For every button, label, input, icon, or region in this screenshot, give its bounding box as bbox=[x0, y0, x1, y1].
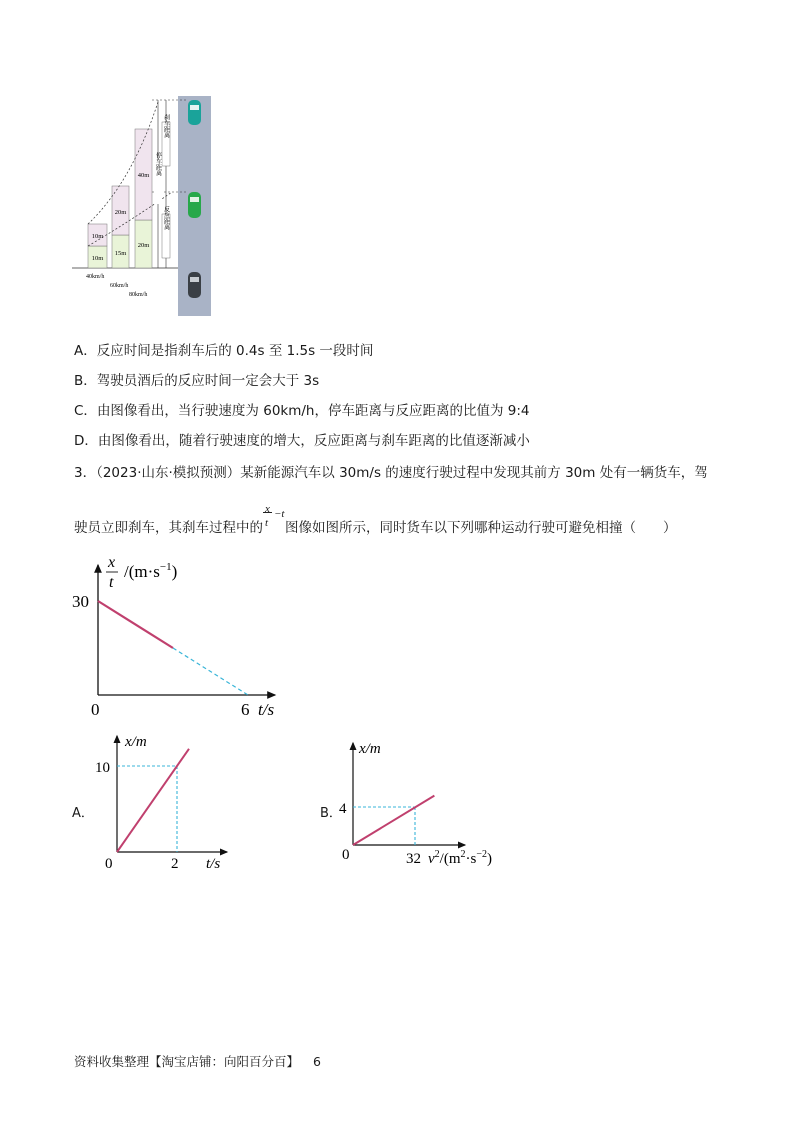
question-3-line1 bbox=[74, 464, 708, 482]
data-line bbox=[353, 796, 434, 845]
y-axis-label: x/m bbox=[359, 741, 381, 757]
option-text: 由图像看出，当行驶速度为 60km/h，停车距离与反应距离的比值为 9:4 bbox=[96, 403, 530, 419]
x-tick-2: 2 bbox=[171, 856, 179, 872]
stopping-distance-figure bbox=[72, 92, 217, 317]
car-middle-icon bbox=[188, 192, 201, 218]
x-over-t-fraction: x t −t bbox=[265, 503, 285, 529]
question-text: 图像如图所示，同时货车以下列哪种运动行驶可避免相撞（ ） bbox=[285, 520, 677, 536]
y-axis-label: x/m bbox=[125, 734, 147, 750]
bar-80-braking-label: 40m bbox=[137, 172, 150, 179]
option-letter: A． bbox=[74, 343, 97, 359]
option-a-q2 bbox=[74, 342, 373, 360]
y-tick-10: 10 bbox=[95, 760, 110, 776]
option-a-xt-chart bbox=[95, 728, 235, 873]
reaction-distance-label: 反应距离 bbox=[162, 206, 170, 230]
page-number: 6 bbox=[313, 1054, 321, 1069]
question-3-line2 bbox=[74, 503, 677, 537]
car-top-icon bbox=[188, 100, 201, 125]
origin-label: 0 bbox=[105, 856, 113, 872]
bar-80-reaction-label: 20m bbox=[137, 242, 150, 249]
option-a-label: A． bbox=[72, 806, 94, 821]
option-b-xv2-chart bbox=[333, 735, 533, 875]
y-tick-4: 4 bbox=[339, 801, 347, 817]
option-letter: D． bbox=[74, 433, 98, 449]
y-label-denominator: t bbox=[109, 574, 114, 591]
option-b-q2 bbox=[74, 372, 319, 390]
car-bottom-icon bbox=[188, 272, 201, 298]
x-axis-label: t/s bbox=[206, 856, 221, 872]
solid-line-segment bbox=[98, 601, 173, 648]
dashed-line-segment bbox=[173, 648, 248, 695]
x-tick-6: 6 bbox=[241, 700, 250, 719]
option-text: 反应时间是指刹车后的 0.4s 至 1.5s 一段时间 bbox=[96, 343, 374, 359]
footer-text: 资料收集整理【淘宝店铺：向阳百分百】 bbox=[74, 1054, 300, 1069]
y-tick-30: 30 bbox=[72, 592, 89, 611]
question-source: （2023·山东·模拟预测） bbox=[96, 465, 241, 481]
x-tick-32: 32 bbox=[406, 851, 421, 867]
stopping-distance-label: 停车距离 bbox=[154, 152, 162, 176]
option-d-q2 bbox=[74, 432, 530, 450]
xt-t-chart bbox=[60, 545, 290, 725]
option-text: 由图像看出，随着行驶速度的增大，反应距离与刹车距离的比值逐渐减小 bbox=[97, 433, 530, 449]
option-text: 驾驶员酒后的反应时间一定会大于 3s bbox=[96, 373, 320, 389]
data-line bbox=[117, 749, 189, 852]
origin-label: 0 bbox=[342, 847, 350, 863]
option-letter: C． bbox=[74, 403, 97, 419]
speed-40-label: 40km/h bbox=[86, 274, 105, 280]
speed-60-label: 60km/h bbox=[110, 283, 129, 289]
bar-40-reaction-label: 10m bbox=[91, 255, 104, 262]
speed-80-label: 80km/h bbox=[129, 292, 148, 298]
question-text: 某新能源汽车以 30m/s 的速度行驶过程中发现其前方 30m 处有一辆货车，驾 bbox=[240, 465, 708, 481]
x-axis-label: $v^2/(m^2\cdot s^{-2})$ bbox=[428, 849, 492, 867]
y-label-numerator: x bbox=[108, 554, 116, 571]
option-b-label: B． bbox=[320, 806, 342, 821]
origin-label: 0 bbox=[91, 700, 100, 719]
y-label-unit: $/(m\cdot s^{-1})$ bbox=[124, 561, 178, 581]
x-axis-label: t/s bbox=[258, 700, 275, 719]
bar-60-braking-label: 20m bbox=[114, 209, 127, 216]
bar-60-reaction-label: 15m bbox=[114, 250, 127, 257]
question-number: 3． bbox=[74, 465, 97, 481]
question-text: 驶员立即刹车，其刹车过程中的 bbox=[74, 520, 263, 536]
footer bbox=[74, 1052, 321, 1070]
option-c-q2 bbox=[74, 402, 530, 420]
braking-distance-label: 刹车距离 bbox=[162, 114, 170, 138]
option-letter: B． bbox=[74, 373, 97, 389]
bar-40-braking-label: 10m bbox=[91, 233, 104, 240]
